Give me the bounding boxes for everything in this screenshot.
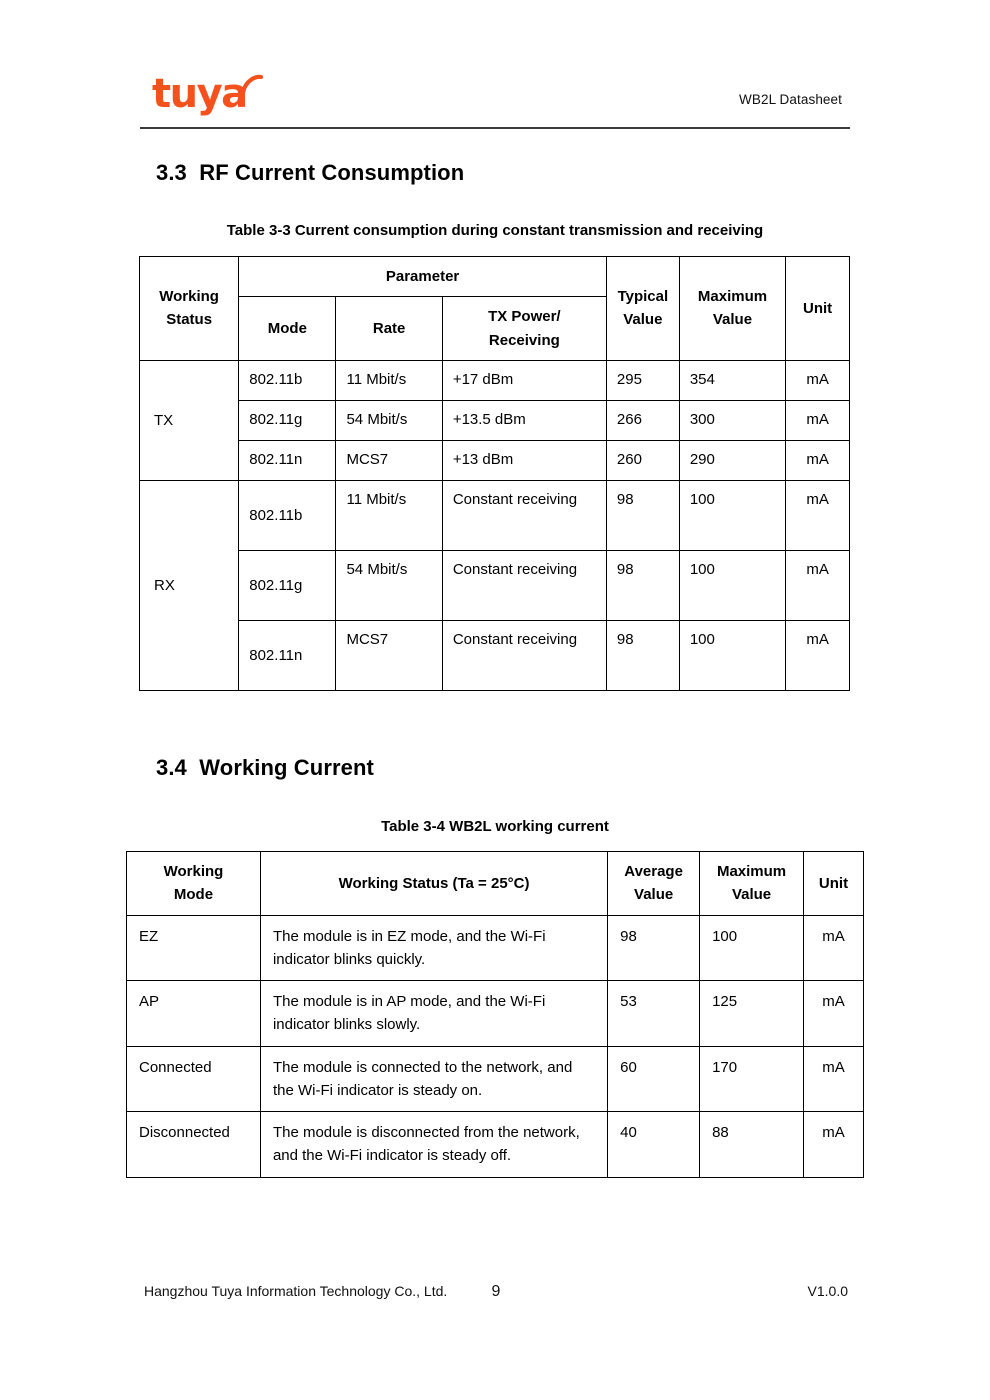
cell-tx-power: +17 dBm: [442, 360, 606, 400]
footer-page-number: 9: [491, 1283, 501, 1300]
cell-working-status: The module is connected to the network, and the Wi-Fi indicator is steady on.: [260, 1046, 607, 1112]
cell-working-status: The module is in EZ mode, and the Wi-Fi indicator blinks quickly.: [260, 915, 607, 981]
cell-maximum: 300: [679, 400, 785, 440]
cell-rate: MCS7: [336, 440, 442, 480]
cell-unit: mA: [786, 440, 850, 480]
header-parameter: Parameter: [239, 257, 607, 297]
header-typical-value: Typical Value: [606, 257, 679, 361]
table-rf-header: [140, 257, 850, 361]
header-maximum-value: Maximum Value: [700, 852, 804, 916]
cell-tx-power: Constant receiving: [442, 550, 606, 620]
cell-typical: 98: [606, 620, 679, 690]
cell-average: 98: [608, 915, 700, 981]
cell-maximum: 100: [679, 620, 785, 690]
table-wb2l-working-current: [126, 851, 864, 1178]
table-row: [127, 1046, 864, 1112]
cell-mode: 802.11g: [239, 400, 336, 440]
footer-version: V1.0.0: [807, 1283, 848, 1299]
table-row: [140, 550, 850, 620]
cell-mode: 802.11b: [239, 480, 336, 550]
cell-average: 60: [608, 1046, 700, 1112]
table-rf-body: [140, 360, 850, 690]
cell-rate: MCS7: [336, 620, 442, 690]
cell-tx-power: Constant receiving: [442, 480, 606, 550]
cell-working-status-tx: TX: [140, 360, 239, 480]
header-working-mode: Working Mode: [127, 852, 261, 916]
table-caption-3-3: Table 3-3 Current consumption during constant transmission and receiving: [226, 222, 764, 239]
cell-working-mode: Disconnected: [127, 1112, 261, 1178]
cell-rate: 54 Mbit/s: [336, 400, 442, 440]
cell-maximum: 125: [700, 981, 804, 1047]
cell-maximum: 100: [679, 550, 785, 620]
table-row: [140, 620, 850, 690]
header-mode: Mode: [239, 297, 336, 361]
header-unit: Unit: [804, 852, 864, 916]
cell-unit: mA: [786, 360, 850, 400]
cell-rate: 11 Mbit/s: [336, 360, 442, 400]
header-tx-power: TX Power/ Receiving: [442, 297, 606, 361]
header-document-title: WB2L Datasheet: [739, 92, 842, 107]
cell-mode: 802.11n: [239, 620, 336, 690]
cell-working-status-rx: RX: [140, 480, 239, 690]
cell-working-mode: Connected: [127, 1046, 261, 1112]
header-rate: Rate: [336, 297, 442, 361]
cell-unit: mA: [804, 1112, 864, 1178]
cell-tx-power: +13 dBm: [442, 440, 606, 480]
table-rf-current-consumption: [139, 256, 850, 691]
cell-typical: 266: [606, 400, 679, 440]
cell-maximum: 170: [700, 1046, 804, 1112]
cell-maximum: 100: [679, 480, 785, 550]
cell-tx-power: +13.5 dBm: [442, 400, 606, 440]
cell-working-mode: EZ: [127, 915, 261, 981]
header-average-value: Average Value: [608, 852, 700, 916]
cell-working-status: The module is disconnected from the network, and the Wi-Fi indicator is steady off.: [260, 1112, 607, 1178]
cell-average: 53: [608, 981, 700, 1047]
table-row: [127, 981, 864, 1047]
table-row: [140, 480, 850, 550]
cell-typical: 98: [606, 480, 679, 550]
page-footer: [140, 1283, 852, 1309]
cell-unit: mA: [804, 981, 864, 1047]
header-divider: [140, 127, 850, 129]
cell-unit: mA: [804, 1046, 864, 1112]
table-working-header: [127, 852, 864, 916]
cell-working-mode: AP: [127, 981, 261, 1047]
cell-unit: mA: [786, 620, 850, 690]
section-heading-working-current: 3.4 Working Current: [156, 755, 374, 780]
cell-tx-power: Constant receiving: [442, 620, 606, 690]
table-row: [140, 400, 850, 440]
cell-maximum: 290: [679, 440, 785, 480]
cell-mode: 802.11g: [239, 550, 336, 620]
cell-mode: 802.11b: [239, 360, 336, 400]
cell-unit: mA: [804, 915, 864, 981]
table-header-row: [127, 852, 864, 916]
cell-mode: 802.11n: [239, 440, 336, 480]
cell-typical: 260: [606, 440, 679, 480]
cell-maximum: 100: [700, 915, 804, 981]
table-row: [127, 915, 864, 981]
header-unit: Unit: [786, 257, 850, 361]
tuya-logo: [152, 72, 272, 118]
header-maximum-value: Maximum Value: [679, 257, 785, 361]
cell-working-status: The module is in AP mode, and the Wi-Fi indicator blinks slowly.: [260, 981, 607, 1047]
tuya-logo-text: tuya: [152, 71, 247, 117]
table-row: [140, 440, 850, 480]
cell-unit: mA: [786, 400, 850, 440]
cell-average: 40: [608, 1112, 700, 1178]
header-working-status: Working Status: [140, 257, 239, 361]
cell-unit: mA: [786, 550, 850, 620]
table-row: [127, 1112, 864, 1178]
cell-typical: 295: [606, 360, 679, 400]
cell-maximum: 354: [679, 360, 785, 400]
header-working-status: Working Status (Ta = 25°C): [260, 852, 607, 916]
cell-rate: 11 Mbit/s: [336, 480, 442, 550]
cell-rate: 54 Mbit/s: [336, 550, 442, 620]
page-header: [140, 70, 850, 132]
footer-company-name: Hangzhou Tuya Information Technology Co., Ltd.: [144, 1283, 448, 1299]
section-heading-rf-current: 3.3 RF Current Consumption: [156, 160, 465, 185]
wifi-arc-icon: [240, 74, 264, 96]
table-working-body: [127, 915, 864, 1177]
cell-maximum: 88: [700, 1112, 804, 1178]
cell-typical: 98: [606, 550, 679, 620]
table-header-row: [140, 257, 850, 297]
table-row: [140, 360, 850, 400]
table-caption-3-4: Table 3-4 WB2L working current: [381, 818, 609, 835]
cell-unit: mA: [786, 480, 850, 550]
